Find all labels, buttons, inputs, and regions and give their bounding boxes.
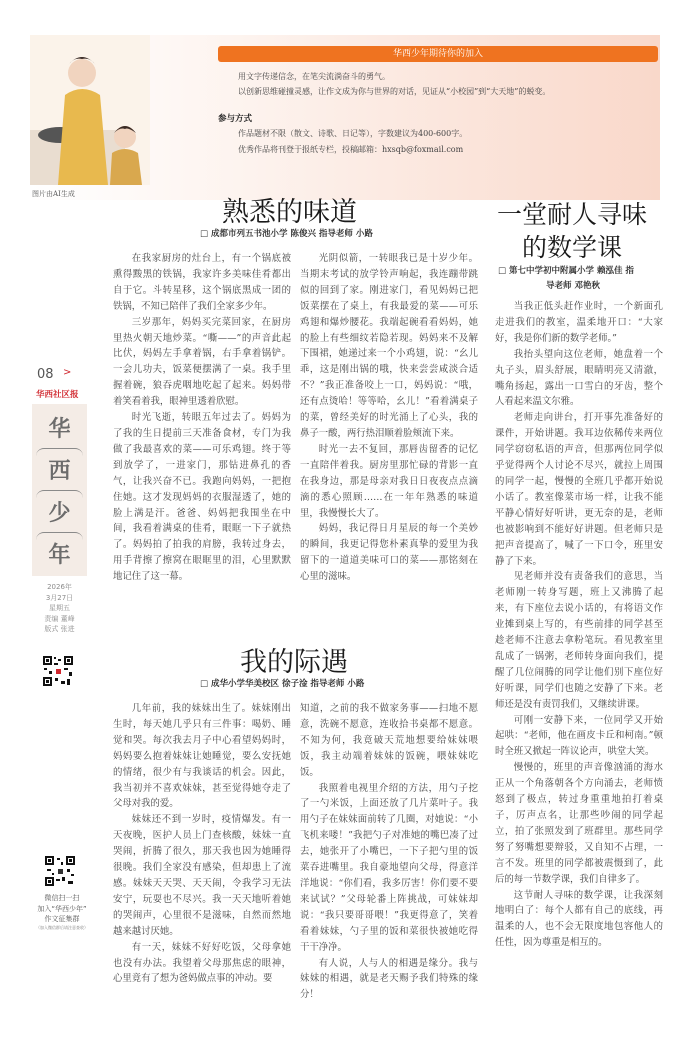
paragraph: 我抬头望向这位老师，她盘着一个丸子头，眉头舒展，眼睛明亮又清澈，嘴角扬起，露出一口雪白的牙齿，整个人看起来温文尔雅。 — [495, 348, 663, 408]
issue-year: 2026年 — [47, 583, 72, 591]
issue-meta — [32, 582, 87, 635]
paragraph: 慢慢的，班里的声音像汹涌的海水正从一个角落朝各个方向涌去，老师愤怒到了极点，转过身重重地拍打着桌子，厉声点名，让那些吵闹的同学起立，拍了张照发到了班群里。那些同学努了努嘴想要辩驳，又自知不占理，一言不发。班里的同学都被震慑到了，此后的每一节数学课，我们自律多了。 — [495, 762, 663, 885]
article-title-line: 的数学课 — [522, 233, 623, 262]
qr-line: 微信扫一扫 — [44, 894, 80, 902]
wechat-qr-code-icon[interactable] — [44, 855, 76, 887]
section-name: 华西社区报 — [36, 390, 79, 400]
article-column — [495, 299, 663, 951]
article-byline: 导老师 邓艳秋 — [546, 281, 600, 291]
article-title: 我的际遇 — [240, 647, 348, 678]
paragraph: 时光飞逝，转眼五年过去了。妈妈为了我的生日提前三天准备食材，专门为我做了我最喜欢的菜——可乐鸡翅。终于等到放学了，一进家门，那钻进鼻孔的香气，让我兴奋不已。我跑向妈妈，一把抱住她。这才发现妈妈的衣服湿透了，她的脸上满是汗。爸爸、妈妈把我围坐在中间，我看着满桌的佳肴，眼眶一下子就热了。妈妈拍了拍我的肩膀，我转过身去，用手背擦了擦窝在眼眶里的泪，心里默默地记住了这一幕。 — [113, 412, 291, 583]
paragraph: 我照着电视里介绍的方法，用勺子挖了一勺米饭，上面还放了几片菜叶子。我用勺子在妹妹面前转了几圈，对她说：“小飞机来喽！”我把勺子对准她的嘴巴凑了过去，她张开了小嘴巴，一下子把勺里的饭菜吞进嘴里。我自豪地望向父母，得意洋洋地说：“你们看，我多厉害！你们要不要来试试？”父母轮番上阵挑战，可妹妹却说：“我只要哥哥喂！”我更得意了，笑着看着妹妹，勺子里的饭和菜很快被她吃得干干净净。 — [300, 782, 478, 953]
qr-line: 加入“华西少年” — [37, 904, 87, 913]
paragraph: 可刚一安静下来，一位同学又开始起哄：“老师，他在画皮卡丘和柯南。”顿时全班又掀起一阵议论声，哄堂大笑。 — [495, 714, 663, 758]
issue-date: 3月27日 — [45, 593, 74, 602]
join-line: 优秀作品将刊登于报纸专栏，投稿邮箱：hxsqb@foxmail.com — [238, 145, 464, 154]
article-column — [300, 251, 478, 585]
qr-instructions — [27, 893, 97, 925]
join-details — [238, 126, 467, 158]
paragraph: 有一天，妹妹不好好吃饭，父母拿她也没有办法。我望着父母那焦虑的眼神，心里竟有了想为爸妈做点事的冲动。要 — [113, 941, 291, 985]
join-heading: 参与方式 — [218, 114, 253, 124]
paragraph: 三岁那年，妈妈买完菜回家，在厨房里热火朝天地炒菜。“嘶——”的声音此起比伏，妈妈左手拿着锅，右手拿着锅铲。一会儿功夫，饭菜便摆满了一桌。我手里握着碗，狼吞虎咽地吃起了起来。妈妈带着笑看着我，眼神里透着欣慰。 — [113, 316, 291, 408]
paragraph: 在我家厨房的灶台上，有一个锅底被熏得黢黑的铁锅，我家许多美味佳肴都出自于它。斗转星移，这个锅底黑成一团的铁锅，不知已陪伴了我们全家多少年。 — [113, 253, 291, 312]
qr-footnote: （加入微信群后请注意查收） — [36, 925, 88, 930]
qr-line: 作文征集群 — [44, 915, 80, 923]
issue-weekday: 星期五 — [49, 604, 70, 612]
intro-text — [238, 69, 550, 99]
layout-designer: 版式 张进 — [44, 625, 75, 633]
paragraph: 光阴似箭，一转眼我已是十岁少年。当期末考试的放学铃声响起，我连蹦带跳似的回到了家。刚进家门，看见妈妈已把饭菜摆在了桌上，有我最爱的菜——可乐鸡翅和爆炒腰花。我端起碗看看妈妈，她的脸上有些细纹若隐若现。妈妈来不及解下围裙，她递过来一个小鸡翅，说：“幺儿乖，这是刚出锅的哦，快来尝尝咸淡合适不？”我正准备咬上一口，妈妈说：“哦，还有点烫哈！等等哈，幺儿！”看着满桌子的菜，曾经美好的时光涌上了心头，我的鼻子一酸，两行热泪顺着脸颊流下来。 — [300, 253, 478, 439]
masthead-char: 华 — [48, 416, 71, 442]
paragraph: 有人说，人与人的相遇是缘分。我与妹妹的相遇，就是老天赐予我们特殊的缘分！ — [300, 957, 478, 1001]
masthead — [32, 404, 87, 576]
paragraph: 当我正低头赶作业时，一个新面孔走进我们的教室，温柔地开口：“大家好，我是你们新的数学老师。” — [495, 301, 663, 344]
paragraph: 这节耐人寻味的数学课，让我深刻地明白了：每个人都有自己的底线，再温柔的人，也不会无限度地包容他人的任性，因为尊重是相互的。 — [495, 889, 663, 949]
masthead-char: 少 — [48, 500, 71, 526]
image-caption: 图片由AI生成 — [32, 190, 75, 198]
paragraph: 时光一去不复回，那唇齿留香的记忆一直陪伴着我。厨房里那忙碌的背影一直在我身边，那是母亲对我日日夜夜点点滴滴的悉心照顾……在一年年熟悉的味道里，我慢慢长大了。 — [300, 443, 478, 519]
page-arrow-icon: > — [63, 367, 72, 378]
article-column — [113, 701, 291, 987]
intro-line: 用文字传递信念，在笔尖流淌奋斗的勇气。 — [238, 72, 390, 81]
qr-code-icon[interactable] — [42, 655, 74, 687]
article-byline: □ 成华小学华美校区 徐子淦 指导老师 小路 — [200, 679, 365, 689]
article-byline: □ 成都市列五书池小学 陈俊兴 指导老师 小路 — [200, 229, 373, 239]
intro-line: 以创新思维碰撞灵感，让作文成为你与世界的对话，见证从“小校园”到“大天地”的蜕变。 — [238, 87, 551, 96]
join-line: 作品题材不限（散文、诗歌、日记等），字数建议为400-600字。 — [238, 129, 468, 138]
article-title-line: 一堂耐人寻味 — [497, 200, 648, 229]
join-banner: 华西少年期待你的加入 — [218, 46, 658, 62]
paragraph-continued: 知道，之前的我不做家务事——扫地不愿意，洗碗不愿意，连收拾书桌都不愿意。不知为何，我竟破天荒地想要给妹妹喂饭，我主动端着妹妹的饭碗，喂妹妹吃饭。 — [300, 703, 478, 778]
paragraph: 老师走向讲台，打开事先准备好的课件，开始讲题。我耳边依稀传来两位同学窃窃私语的声音，但那两位同学似乎觉得两个人讨论不尽兴，就拉上周围的同学一起，慢慢的全班几乎都开始说小话了。教室像菜市场一样，让我不能平静心情好好听讲，更无奈的是，老师也被影响到不能好好讲题。但老师只是把声音提高了，喊了一下口令，班里安静了下来。 — [495, 412, 663, 567]
paragraph: 见老师并没有责备我们的意思，当老师刚一转身写题，班上又沸腾了起来，有下座位去说小话的，有将语文作业摊到桌上写的，有些前排的同学甚至趁老师不注意去拿粉笔玩。看见教室里乱成了一锅粥，老师转身面向我们，提醒了几位闹腾的同学让他们别下座位好好听课，同学们也随之安静了下来。老师还是没有责罚我们，又继续讲课。 — [495, 571, 663, 710]
masthead-char: 西 — [48, 458, 71, 484]
masthead-char: 年 — [48, 542, 71, 568]
article-column — [113, 251, 291, 585]
article-title: 熟悉的味道 — [222, 197, 357, 228]
paragraph: 妈妈，我记得日月星辰的每一个美妙的瞬间，我更记得您朴素真挚的爱里为我留下的一道道美味可口的菜——那铭刻在心里的滋味。 — [300, 523, 478, 583]
paragraph: 妹妹还不到一岁时，疫情爆发。有一天夜晚，医护人员上门查核酸，妹妹一直哭闹，折腾了很久，那天我也因为她睡得很晚。我们全家没有感染，但却患上了流感。妹妹天天哭、天天闹，令我学习无法安宁，玩耍也不尽兴。我一天天地听着她的哭闹声，心里很不是滋味，自然而然地越来越讨厌她。 — [113, 814, 291, 937]
paragraph: 几年前，我的妹妹出生了。妹妹刚出生时，每天她几乎只有三件事：喝奶、睡觉和哭。每次我去月子中心看望妈妈时，妈妈要么抱着妹妹让她睡觉，要么安抚她的情绪，很少有与我谈话的机会。因此，我当初并不喜欢妹妹，甚至觉得她夺走了父母对我的爱。 — [113, 703, 291, 810]
editor: 责编 董峰 — [44, 614, 75, 623]
article-byline: □ 第七中学初中附属小学 赖泓佳 指 — [498, 266, 634, 276]
article-column — [300, 701, 478, 1003]
page-number: 08 — [37, 367, 54, 382]
illustration-mother-cooking — [30, 35, 150, 185]
